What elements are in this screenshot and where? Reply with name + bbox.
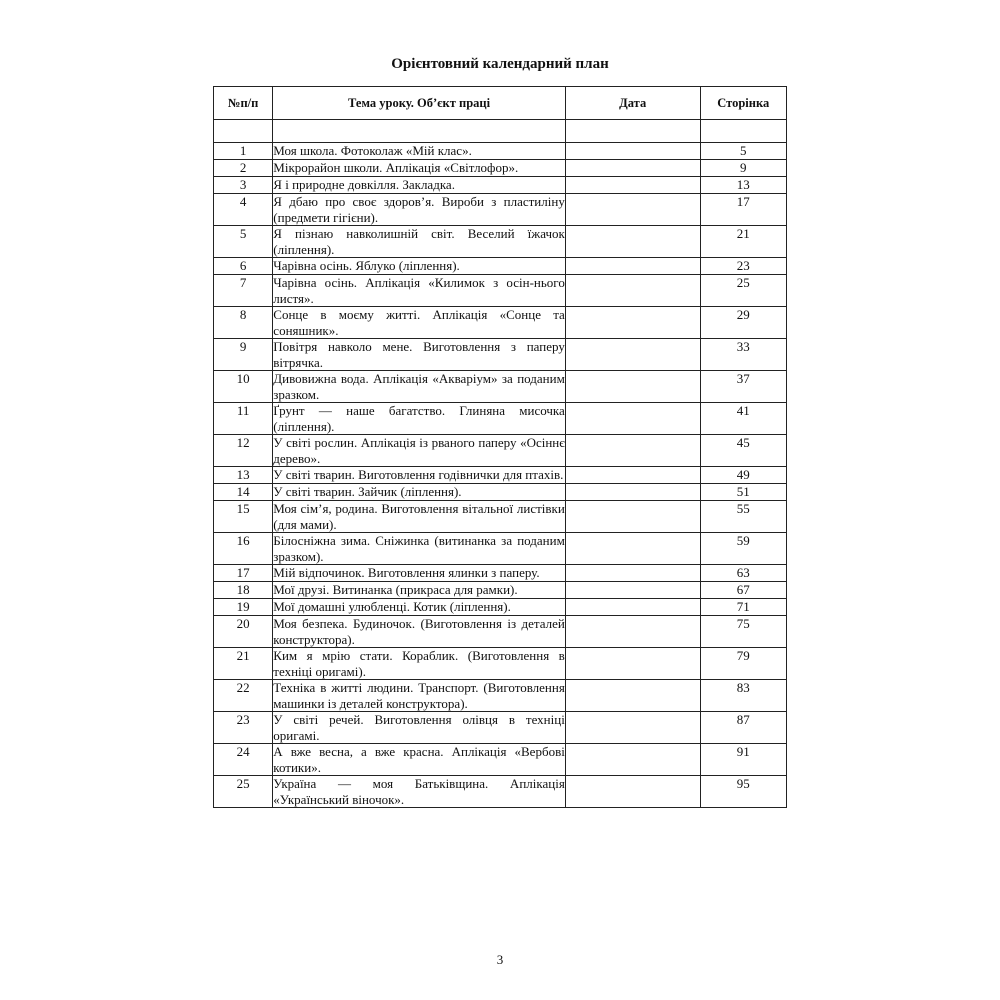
row-page: 23: [700, 258, 786, 275]
row-date: [565, 484, 700, 501]
row-date: [565, 371, 700, 403]
row-number: 4: [214, 194, 273, 226]
empty-row: [214, 120, 787, 143]
empty-cell: [214, 120, 273, 143]
table-row: [214, 680, 787, 712]
row-page: 29: [700, 307, 786, 339]
row-number: 2: [214, 160, 273, 177]
table-row: [214, 160, 787, 177]
table-row: [214, 599, 787, 616]
row-page: 33: [700, 339, 786, 371]
header-topic: Тема уроку. Об’єкт праці: [273, 87, 566, 120]
row-page: 49: [700, 467, 786, 484]
row-number: 20: [214, 616, 273, 648]
row-topic: У світі тварин. Виготовлення годівнички для птахів.: [273, 467, 564, 482]
table-row: [214, 226, 787, 258]
row-date: [565, 403, 700, 435]
table-row: [214, 484, 787, 501]
row-number: 8: [214, 307, 273, 339]
row-number: 22: [214, 680, 273, 712]
table-row: [214, 648, 787, 680]
row-date: [565, 258, 700, 275]
header-num: №п/п: [214, 87, 273, 120]
row-topic: Я і природне довкілля. Закладка.: [273, 177, 566, 194]
row-number: 17: [214, 565, 273, 582]
row-number: 9: [214, 339, 273, 371]
row-topic: Ким я мрію стати. Кораблик. (Виготовлення в техніці оригамі).: [273, 648, 565, 679]
row-page: 13: [700, 177, 786, 194]
row-number: 13: [214, 467, 273, 484]
row-date: [565, 435, 700, 467]
row-topic: Білосніжна зима. Сніжинка (витинанка за поданим зразком).: [273, 533, 565, 564]
row-page: 91: [700, 744, 786, 776]
row-topic: Повітря навколо мене. Виготовлення з паперу вітрячка.: [273, 339, 565, 370]
table-row: [214, 177, 787, 194]
row-page: 55: [700, 501, 786, 533]
row-page: 67: [700, 582, 786, 599]
row-number: 16: [214, 533, 273, 565]
row-page: 45: [700, 435, 786, 467]
row-number: 3: [214, 177, 273, 194]
row-number: 15: [214, 501, 273, 533]
row-date: [565, 275, 700, 307]
row-number: 11: [214, 403, 273, 435]
row-topic: Мої домашні улюбленці. Котик (ліплення).: [273, 599, 566, 616]
row-date: [565, 501, 700, 533]
row-page: 79: [700, 648, 786, 680]
row-page: 83: [700, 680, 786, 712]
table-row: [214, 371, 787, 403]
row-date: [565, 648, 700, 680]
row-number: 14: [214, 484, 273, 501]
empty-cell: [273, 120, 566, 143]
row-page: 41: [700, 403, 786, 435]
row-page: 37: [700, 371, 786, 403]
row-topic: Я пізнаю навколишній світ. Веселий їжачок (ліплення).: [273, 226, 565, 257]
row-date: [565, 533, 700, 565]
row-number: 5: [214, 226, 273, 258]
row-topic: Мій відпочинок. Виготовлення ялинки з паперу.: [273, 565, 566, 582]
header-date: Дата: [565, 87, 700, 120]
row-number: 24: [214, 744, 273, 776]
row-date: [565, 177, 700, 194]
table-row: [214, 339, 787, 371]
table-row: [214, 616, 787, 648]
row-number: 25: [214, 776, 273, 808]
row-topic: Сонце в моєму житті. Аплікація «Сонце та соняшник».: [273, 307, 565, 338]
row-page: 87: [700, 712, 786, 744]
row-date: [565, 307, 700, 339]
row-number: 23: [214, 712, 273, 744]
row-page: 5: [700, 143, 786, 160]
row-page: 51: [700, 484, 786, 501]
row-date: [565, 467, 700, 484]
row-date: [565, 160, 700, 177]
row-topic: У світі речей. Виготовлення олівця в техніці оригамі.: [273, 712, 565, 743]
table-row: [214, 435, 787, 467]
row-topic: Чарівна осінь. Аплікація «Килимок з осін-нього листя».: [273, 275, 565, 306]
row-topic: Моя школа. Фотоколаж «Мій клас».: [273, 143, 566, 160]
row-number: 7: [214, 275, 273, 307]
row-topic: Я дбаю про своє здоров’я. Вироби з пластиліну (предмети гігієни).: [273, 194, 565, 225]
row-date: [565, 226, 700, 258]
table-row: [214, 712, 787, 744]
row-number: 21: [214, 648, 273, 680]
table-row: [214, 307, 787, 339]
row-topic: Україна — моя Батьківщина. Аплікація «Український віночок».: [273, 776, 565, 807]
calendar-plan-table: [213, 86, 787, 808]
row-topic: У світі тварин. Зайчик (ліплення).: [273, 484, 566, 501]
row-date: [565, 744, 700, 776]
row-date: [565, 616, 700, 648]
table-row: [214, 403, 787, 435]
row-topic: У світі рослин. Аплікація із рваного паперу «Осіннє дерево».: [273, 435, 565, 466]
table-row: [214, 776, 787, 808]
table-row: [214, 744, 787, 776]
row-date: [565, 776, 700, 808]
row-date: [565, 143, 700, 160]
table-row: [214, 501, 787, 533]
row-topic: Техніка в житті людини. Транспорт. (Виготовлення машинки із деталей конструктора).: [273, 680, 565, 711]
row-topic: Моя безпека. Будиночок. (Виготовлення із деталей конструктора).: [273, 616, 565, 647]
row-number: 6: [214, 258, 273, 275]
row-number: 10: [214, 371, 273, 403]
row-page: 17: [700, 194, 786, 226]
table-header-row: [214, 87, 787, 120]
table-row: [214, 565, 787, 582]
header-page: Сторінка: [700, 87, 786, 120]
table-row: [214, 275, 787, 307]
row-topic: Мікрорайон школи. Аплікація «Світлофор».: [273, 160, 566, 177]
row-number: 1: [214, 143, 273, 160]
row-topic: Мої друзі. Витинанка (прикраса для рамки).: [273, 582, 566, 599]
row-date: [565, 680, 700, 712]
row-date: [565, 599, 700, 616]
row-date: [565, 339, 700, 371]
row-page: 21: [700, 226, 786, 258]
row-date: [565, 565, 700, 582]
row-page: 75: [700, 616, 786, 648]
row-number: 12: [214, 435, 273, 467]
row-topic: Чарівна осінь. Яблуко (ліплення).: [273, 258, 566, 275]
row-page: 95: [700, 776, 786, 808]
table-row: [214, 258, 787, 275]
row-topic: А вже весна, а вже красна. Аплікація «Вербові котики».: [273, 744, 565, 775]
row-date: [565, 194, 700, 226]
row-page: 9: [700, 160, 786, 177]
row-number: 18: [214, 582, 273, 599]
row-page: 71: [700, 599, 786, 616]
row-topic: Ґрунт — наше багатство. Глиняна мисочка (ліплення).: [273, 403, 565, 434]
table-row: [214, 582, 787, 599]
row-page: 63: [700, 565, 786, 582]
table-row: [214, 194, 787, 226]
table-row: [214, 533, 787, 565]
page-title: Орієнтовний календарний план: [391, 56, 609, 72]
row-topic: Дивовижна вода. Аплікація «Акваріум» за поданим зразком.: [273, 371, 565, 402]
row-topic: Моя сім’я, родина. Виготовлення вітальної листівки (для мами).: [273, 501, 565, 532]
row-page: 25: [700, 275, 786, 307]
table-row: [214, 467, 787, 484]
row-date: [565, 712, 700, 744]
table-row: [214, 143, 787, 160]
row-date: [565, 582, 700, 599]
empty-cell: [700, 120, 786, 143]
row-page: 59: [700, 533, 786, 565]
page-number: 3: [496, 952, 504, 967]
empty-cell: [565, 120, 700, 143]
row-number: 19: [214, 599, 273, 616]
